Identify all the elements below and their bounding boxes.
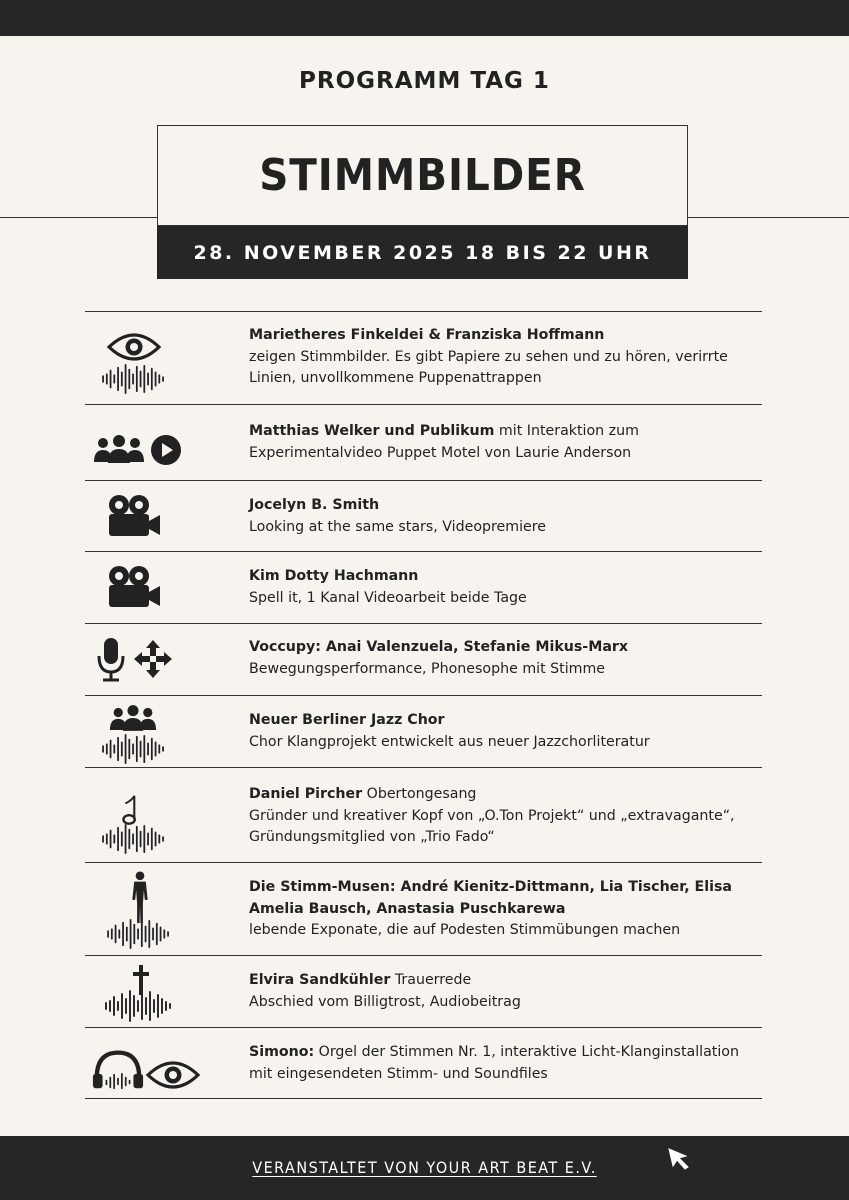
item-text [249, 1042, 754, 1085]
video-camera-icon [105, 565, 161, 609]
event-title: STIMMBILDER [259, 150, 586, 201]
list-bottom-divider [85, 1098, 762, 1099]
item-icons [85, 863, 245, 956]
item-name: Neuer Berliner Jazz Chor [249, 712, 445, 728]
item-name: Die Stimm-Musen: André Kienitz-Dittmann, Lia Tischer, Elisa Amelia Bausch, Anastasia Puschkarewa [249, 879, 732, 917]
item-icons [85, 312, 245, 405]
item-icons [85, 481, 245, 552]
top-bar [0, 0, 849, 36]
item-text [249, 421, 754, 464]
audience-icon [93, 434, 145, 464]
item-name: Voccupy: Anai Valenzuela, Stefanie Mikus-Marx [249, 639, 629, 655]
event-date: 28. NOVEMBER 2025 18 BIS 22 UHR [157, 226, 688, 279]
item-name: Jocelyn B. Smith [249, 497, 380, 513]
item-name: Marietheres Finkeldei & Franziska Hoffmann [249, 327, 605, 343]
item-description: Obertongesang [362, 786, 477, 802]
eye-icon [107, 331, 161, 363]
item-text [249, 710, 754, 753]
program-item [85, 862, 762, 956]
item-description-secondary: Abschied vom Billigtrost, Audiobeitrag [249, 993, 521, 1010]
human-figure-icon [129, 871, 151, 925]
program-item [85, 311, 762, 405]
item-icons [85, 1028, 245, 1099]
item-name: Matthias Welker und Publikum [249, 423, 495, 439]
item-text [249, 495, 754, 538]
item-name: Kim Dotty Hachmann [249, 568, 419, 584]
event-title-box [157, 125, 688, 226]
soundwave-icon [99, 364, 169, 394]
program-item [85, 551, 762, 624]
item-description: Spell it, 1 Kanal Videoarbeit beide Tage [249, 589, 527, 606]
item-description: Orgel der Stimmen Nr. 1, interaktive Licht-Klanginstallation mit eingesendeten Stimm- und Soundfiles [249, 1044, 739, 1082]
item-text [249, 784, 754, 849]
organizer-link[interactable]: VERANSTALTET VON YOUR ART BEAT E.V. [252, 1158, 597, 1177]
move-arrows-icon [133, 639, 173, 679]
item-text [249, 325, 754, 390]
item-description: Chor Klangprojekt entwickelt aus neuer Jazzchorliteratur [249, 733, 650, 750]
item-description: Looking at the same stars, Videopremiere [249, 518, 547, 535]
item-text [249, 637, 754, 680]
item-text [249, 877, 754, 942]
item-icons [85, 956, 245, 1028]
program-item [85, 404, 762, 481]
soundwave-icon [101, 919, 177, 949]
item-description-secondary: Gründer und kreativer Kopf von „O.Ton Projekt“ und „extravagante“, Gründungsmitglied von „Trio Fado“ [249, 807, 735, 845]
item-icons [85, 405, 245, 481]
title-divider-right [688, 217, 849, 218]
program-item [85, 767, 762, 863]
title-divider-left [0, 217, 158, 218]
soundwave-icon [99, 824, 169, 854]
item-icons [85, 552, 245, 624]
mouse-cursor-icon [668, 1148, 692, 1170]
program-item [85, 695, 762, 768]
program-item [85, 1027, 762, 1099]
soundwave-icon [99, 734, 169, 764]
music-note-icon [121, 793, 141, 827]
item-description: zeigen Stimmbilder. Es gibt Papiere zu sehen und zu hören, verirrte Linien, unvollkommene Puppenattrappen [249, 348, 728, 386]
audience-icon [109, 704, 157, 732]
item-icons [85, 696, 245, 768]
item-name: Elvira Sandkühler [249, 972, 391, 988]
program-item [85, 623, 762, 696]
item-text [249, 970, 754, 1013]
item-description-secondary: lebende Exponate, die auf Podesten Stimmübungen machen [249, 922, 681, 938]
eye-icon [145, 1059, 201, 1091]
item-text [249, 566, 754, 609]
item-description: mit Interaktion zum Experimentalvideo Puppet Motel von Laurie Anderson [249, 423, 639, 461]
program-item [85, 955, 762, 1028]
headphones-icon [91, 1048, 145, 1090]
play-icon [150, 434, 182, 466]
soundwave-icon [101, 990, 177, 1022]
program-item [85, 480, 762, 552]
item-icons [85, 768, 245, 863]
item-description: Trauerrede [390, 972, 472, 988]
item-name: Simono: [249, 1044, 315, 1060]
item-name: Daniel Pircher [249, 786, 363, 802]
program-title: PROGRAMM TAG 1 [299, 68, 550, 94]
item-icons [85, 624, 245, 696]
item-description: Bewegungsperformance, Phonesophe mit Stimme [249, 660, 606, 677]
microphone-icon [95, 636, 127, 682]
video-camera-icon [105, 494, 161, 538]
